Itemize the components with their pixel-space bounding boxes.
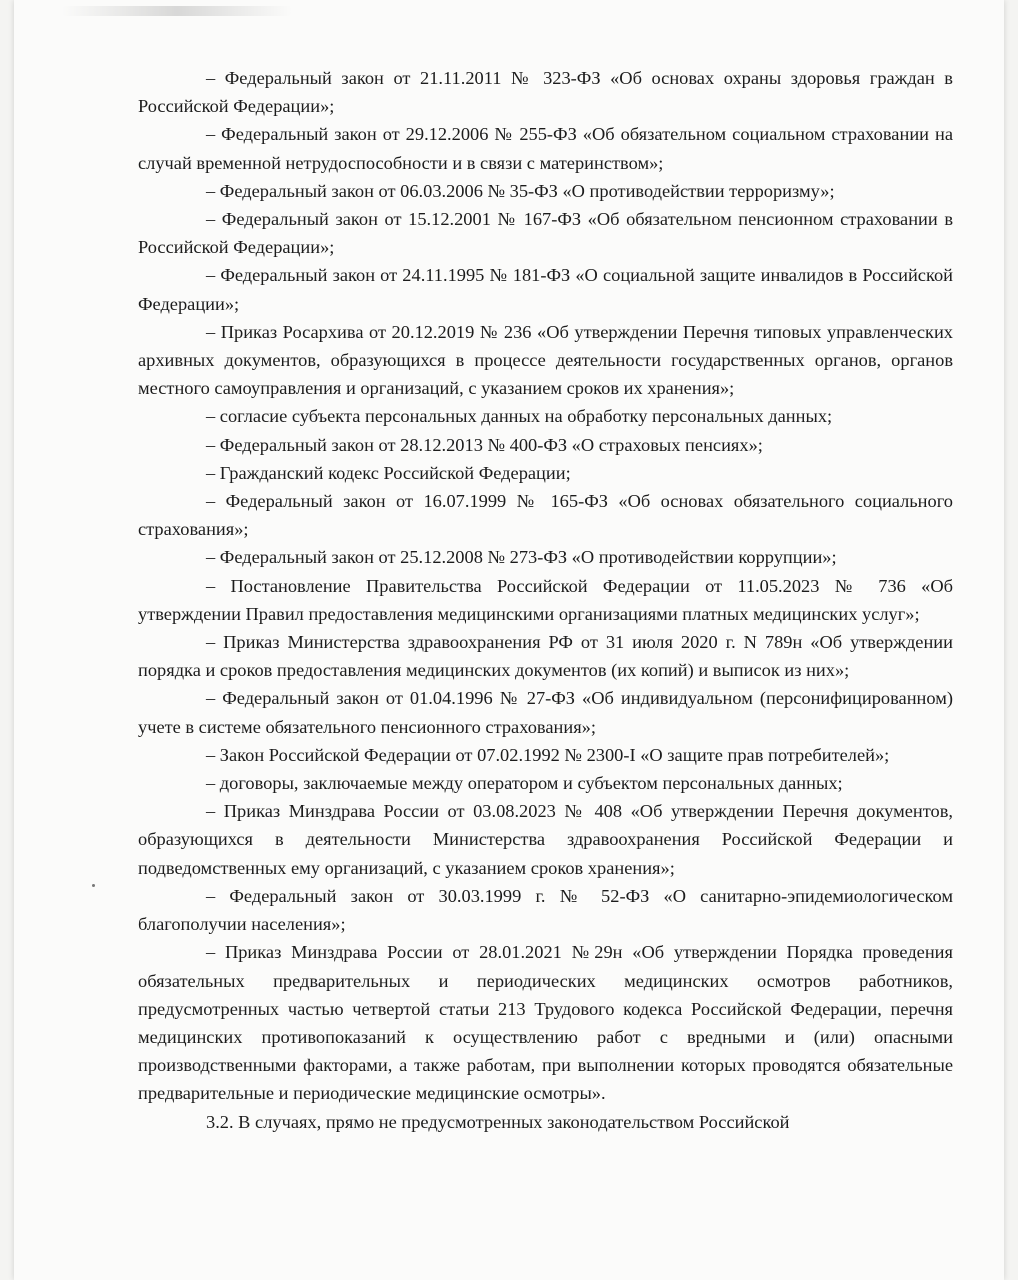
list-item: – Федеральный закон от 01.04.1996 № 27-ФЗ «Об индивидуальном (персонифицированном) учете в системе обязательного пенсионного страхования»; xyxy=(138,688,953,737)
list-item: – Постановление Правительства Российской Федерации от 11.05.2023 № 736 «Об утверждении Правил предоставления медицинскими организациями платных медицинских услуг»; xyxy=(138,575,953,624)
document-body xyxy=(138,64,953,1136)
list-item: – Приказ Минздрава России от 28.01.2021 №29н «Об утверждении Порядка проведения обязательных предварительных и периодических медицинских осмотров работников, предусмотренных частью четвертой статьи 213 Трудового кодекса Российской Федерации, перечня медицинских противопоказаний к осуществлению работ с вредными и (или) опасными производственными факторами, а также работам, при выполнении которых проводятся обязательные предварительные и периодические медицинские осмотры». xyxy=(138,942,953,1104)
list-item: – Федеральный закон от 06.03.2006 № 35-ФЗ «О противодействии терроризму»; xyxy=(206,180,835,201)
list-item: – Закон Российской Федерации от 07.02.1992 № 2300-I «О защите прав потребителей»; xyxy=(206,744,890,765)
list-item: – Приказ Росархива от 20.12.2019 № 236 «Об утверждении Перечня типовых управленческих архивных документов, образующихся в процессе деятельности государственных органов, органов местного самоуправления и организаций, с указанием сроков их хранения»; xyxy=(138,321,953,399)
list-item: – Федеральный закон от 24.11.1995 № 181-ФЗ «О социальной защите инвалидов в Российской Федерации»; xyxy=(138,265,953,314)
list-item: – Федеральный закон от 16.07.1999 № 165-ФЗ «Об основах обязательного социального страхования»; xyxy=(138,491,953,540)
list-item: – Федеральный закон от 21.11.2011 № 323-ФЗ «Об основах охраны здоровья граждан в Российской Федерации»; xyxy=(138,68,953,117)
document-page xyxy=(14,0,1004,1280)
list-item: – Федеральный закон от 15.12.2001 № 167-ФЗ «Об обязательном пенсионном страховании в Российской Федерации»; xyxy=(138,209,953,258)
list-item: – Федеральный закон от 29.12.2006 № 255-ФЗ «Об обязательном социальном страховании на случай временной нетрудоспособности и в связи с материнством»; xyxy=(138,124,953,173)
section-3-2-paragraph: 3.2. В случаях, прямо не предусмотренных законодательством Российской xyxy=(206,1111,790,1132)
list-item: – Приказ Министерства здравоохранения РФ от 31 июля 2020 г. N 789н «Об утверждении порядка и сроков предоставления медицинских документов (их копий) и выписок из них»; xyxy=(138,632,953,681)
list-item: – Гражданский кодекс Российской Федерации; xyxy=(206,462,571,483)
list-item: – Федеральный закон от 25.12.2008 № 273-ФЗ «О противодействии коррупции»; xyxy=(206,547,837,568)
scan-speck xyxy=(92,884,95,887)
list-item: – Федеральный закон от 28.12.2013 № 400-ФЗ «О страховых пенсиях»; xyxy=(206,434,763,455)
list-item: – Приказ Минздрава России от 03.08.2023 № 408 «Об утверждении Перечня документов, образующихся в деятельности Министерства здравоохранения Российской Федерации и подведомственных ему организаций, с указанием сроков хранения»; xyxy=(138,801,953,878)
scan-artifact xyxy=(62,6,292,16)
list-item: – Федеральный закон от 30.03.1999 г. № 52-ФЗ «О санитарно-эпидемиологическом благополучии населения»; xyxy=(138,885,953,935)
list-item: – согласие субъекта персональных данных на обработку персональных данных; xyxy=(206,406,833,427)
list-item: – договоры, заключаемые между оператором и субъектом персональных данных; xyxy=(206,773,843,794)
